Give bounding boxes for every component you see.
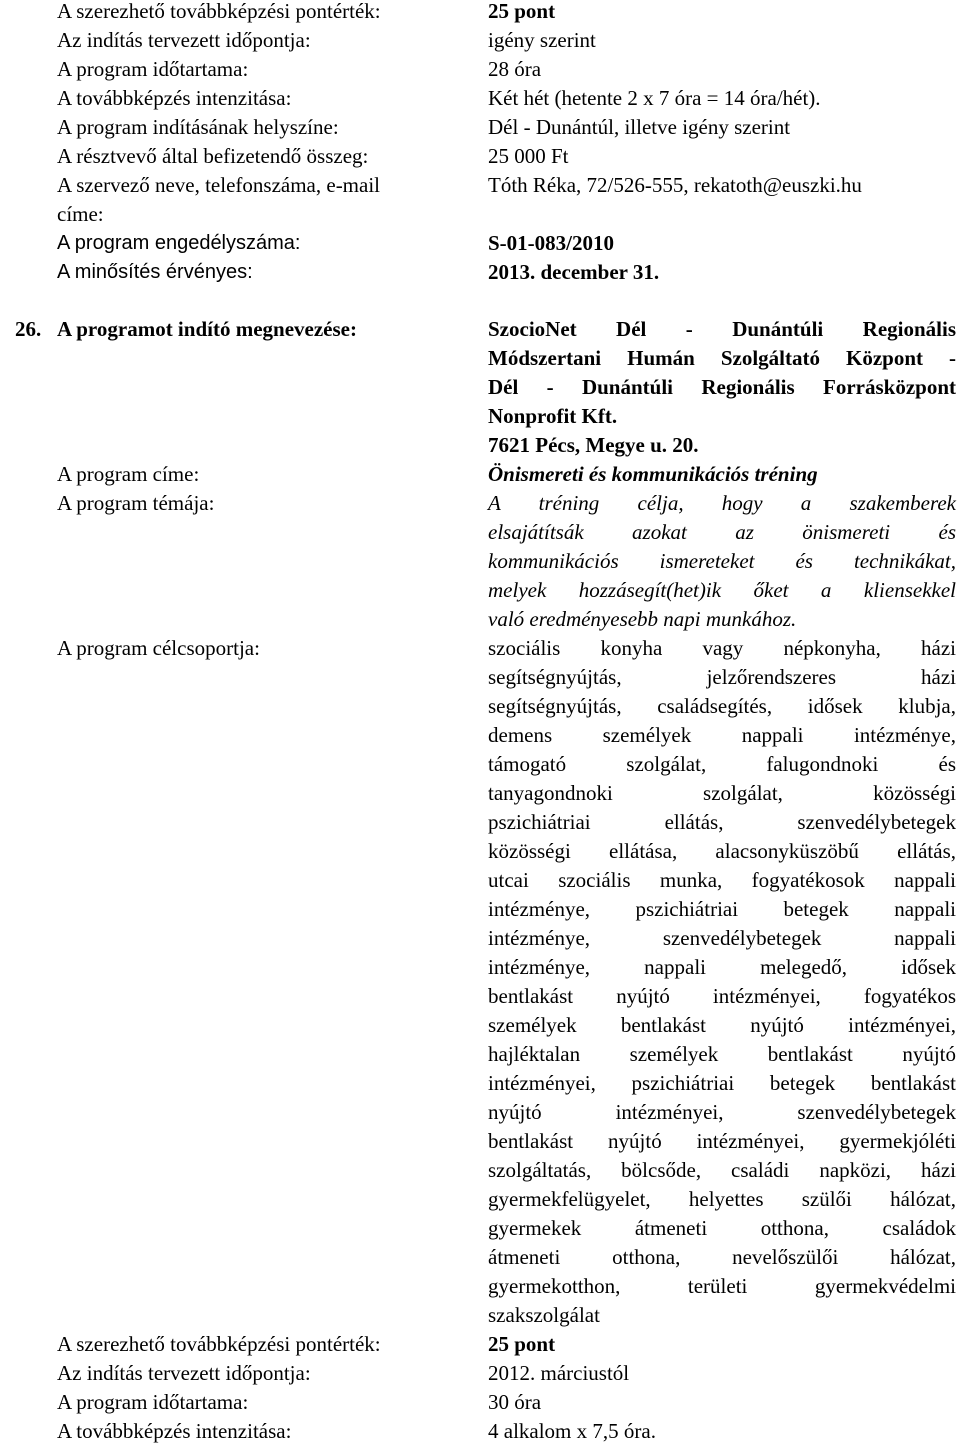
topic-line: melyek hozzásegít(het)ik őket a kliensekkel (488, 577, 956, 602)
target-line: bentlakást nyújtó intézményei, gyermekjóléti (488, 1129, 956, 1153)
program-topic-label: A program témája: (57, 491, 215, 515)
bottom-duration-value: 30 óra (488, 1390, 542, 1414)
target-line: pszichiátriai ellátás, szenvedélybetegek (488, 810, 956, 834)
organizer-name (488, 315, 956, 460)
target-line: utcai szociális munka, fogyatékosok nappali (488, 868, 956, 892)
location-row (0, 113, 960, 141)
license-row (0, 229, 960, 257)
intensity-row (0, 84, 960, 112)
target-line: közösségi ellátása, alacsonyküszöbű ellátás, (488, 839, 956, 863)
validity-row (0, 258, 960, 286)
topic-line: kommunikációs ismereteket és technikákat, (488, 548, 956, 573)
bottom-points-label: A szerezhető továbbképzési pontérték: (57, 1332, 381, 1356)
target-line: segítségnyújtás, jelzőrendszeres házi (488, 665, 956, 689)
entry-number: 26. (15, 317, 42, 341)
bottom-duration-row (0, 1388, 960, 1416)
target-group-label: A program célcsoportja: (57, 636, 260, 660)
target-line: intézményei, pszichiátriai betegek bentlakást (488, 1071, 956, 1095)
duration-value: 28 óra (488, 57, 542, 81)
start-label: Az indítás tervezett időpontja: (57, 28, 311, 52)
program-topic-text (488, 489, 956, 634)
target-line: bentlakást nyújtó intézményei, fogyatékos (488, 984, 956, 1008)
points-value: 25 pont (488, 0, 556, 23)
topic-line: való eredményesebb napi munkához. (488, 606, 797, 631)
bottom-intensity-row (0, 1417, 960, 1445)
target-line: intézménye, pszichiátriai betegek nappali (488, 897, 956, 921)
start-row (0, 26, 960, 54)
target-line: intézménye, nappali melegedő, idősek (488, 955, 956, 979)
target-line: szociális konyha vagy népkonyha, házi (488, 636, 956, 660)
program-title-row (0, 460, 960, 488)
target-line: személyek bentlakást nyújtó intézményei, (488, 1013, 956, 1037)
target-line: demens személyek nappali intézménye, (488, 723, 956, 747)
license-label: A program engedélyszáma: (57, 232, 301, 254)
bottom-start-label: Az indítás tervezett időpontja: (57, 1361, 311, 1385)
target-line: tanyagondnoki szolgálat, közösségi (488, 781, 956, 805)
organizer-contact-row (0, 171, 960, 199)
organizer-contact-value: Tóth Réka, 72/526-555, rekatoth@euszki.hu (488, 173, 862, 197)
bottom-intensity-label: A továbbképzés intenzitása: (57, 1419, 292, 1443)
points-label: A szerezhető továbbképzési pontérték: (57, 0, 381, 23)
target-line: hajléktalan személyek bentlakást nyújtó (488, 1042, 956, 1066)
target-line: nyújtó intézményei, szenvedélybetegek (488, 1100, 956, 1124)
program-title-value: Önismereti és kommunikációs tréning (488, 462, 818, 486)
duration-row (0, 55, 960, 83)
duration-label: A program időtartama: (57, 57, 249, 81)
bottom-duration-label: A program időtartama: (57, 1390, 249, 1414)
organizer-contact-row-cont (0, 200, 960, 228)
validity-label: A minősítés érvényes: (57, 261, 253, 283)
location-label: A program indításának helyszíne: (57, 115, 339, 139)
organizer-line: SzocioNet Dél - Dunántúli Regionális (488, 317, 956, 341)
start-value: igény szerint (488, 28, 596, 52)
bottom-points-value: 25 pont (488, 1332, 556, 1356)
intensity-value: Két hét (hetente 2 x 7 óra = 14 óra/hét). (488, 86, 821, 110)
program-title-label: A program címe: (57, 462, 200, 486)
target-line: gyermekek átmeneti otthona, családok (488, 1216, 956, 1240)
validity-value: 2013. december 31. (488, 260, 660, 284)
topic-line: elsajátítsák azokat az önismereti és (488, 519, 956, 544)
organizer-line: Módszertani Humán Szolgáltató Központ - (488, 345, 956, 370)
organizer-address: 7621 Pécs, Megye u. 20. (488, 432, 699, 457)
bottom-intensity-value: 4 alkalom x 7,5 óra. (488, 1419, 656, 1443)
target-line: szakszolgálat (488, 1303, 600, 1327)
points-row (0, 0, 960, 25)
license-value: S-01-083/2010 (488, 231, 614, 255)
organizer-contact-label-cont: címe: (57, 202, 104, 226)
fee-label: A résztvevő által befizetendő összeg: (57, 144, 369, 168)
intensity-label: A továbbképzés intenzitása: (57, 86, 292, 110)
target-line: szolgáltatás, bölcsőde, családi napközi, házi (488, 1158, 956, 1182)
organizer-label: A programot indító megnevezése: (57, 317, 357, 341)
fee-value: 25 000 Ft (488, 144, 569, 168)
target-line: támogató szolgálat, falugondnoki és (488, 752, 956, 776)
fee-row (0, 142, 960, 170)
target-group-text (488, 634, 956, 1330)
bottom-points-row (0, 1330, 960, 1358)
organizer-line: Nonprofit Kft. (488, 403, 618, 428)
target-line: segítségnyújtás, családsegítés, idősek klubja, (488, 694, 956, 718)
organizer-contact-label: A szervező neve, telefonszáma, e-mail (57, 173, 381, 197)
bottom-start-row (0, 1359, 960, 1387)
organizer-line: Dél - Dunántúli Regionális Forrásközpont (488, 374, 956, 399)
bottom-start-value: 2012. márciustól (488, 1361, 630, 1385)
location-value: Dél - Dunántúl, illetve igény szerint (488, 115, 791, 139)
target-line: átmeneti otthona, nevelőszülői hálózat, (488, 1245, 956, 1269)
target-line: gyermekotthon, területi gyermekvédelmi (488, 1274, 956, 1298)
target-line: intézménye, szenvedélybetegek nappali (488, 926, 956, 950)
topic-line: A tréning célja, hogy a szakemberek (488, 491, 956, 515)
target-line: gyermekfelügyelet, helyettes szülői hálózat, (488, 1187, 956, 1211)
